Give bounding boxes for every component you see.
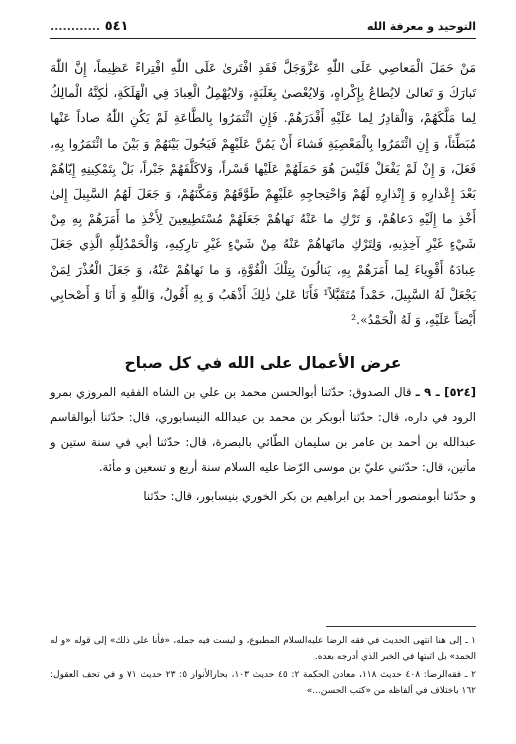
section-heading: عرض الأعمال على الله في كل صباح <box>124 354 402 373</box>
header-dots: ............ <box>50 19 101 33</box>
footnotes <box>50 626 476 701</box>
narration-paragraph-1 <box>50 380 476 480</box>
page-number-group <box>50 19 129 34</box>
hadith-number: [٥٢٤] ـ ٩ ـ <box>415 385 476 400</box>
footnote-1: ١ ـ إلى هنا انتهى الحديث في فقه الرضا عليه‌السلام المطبوع، و ليست فيه جمله، «فأنا على ذلك» إلى قوله «و له الحمد» بل اثبتها في الخبر الذي أدرجه بعده. <box>50 636 476 662</box>
running-title: التوحيد و معرفة الله <box>366 19 476 33</box>
narration-text-1: قال الصدوق: حدّثنا أبوالحسن محمد بن علي بن الشاه الفقيه المروزي بمرو الرود في داره، قال: حدّثنا أبوبكر بن محمد بن عبدالله النيسابوري، قال: حدّثنا أبوالقاسم عبدالله بن أحمد بن عامر بن سليمان الطّائي بالبصرة، قال: حدّثنا أبي في سنة ستين و مأتين، قال: حدّثني عليّ بن موسى الرّضا عليه السلام سنة أربع و تسعين و مأئة. <box>50 385 476 475</box>
footnote-2: ٢ ـ فقه‌الرضا: ٤٠٨ حديث ١١٨، معادن الحكمة ٢: ٤٥ حديث ١٠٣، بحارالأنوار ٥: ٢٣ حديث ٧١ و في تحف العقول: ١٦٢ باختلاف في ألفاظه من «كتب الحسن...» <box>50 670 477 696</box>
narration-paragraph-2: و حدّثنا أبومنصور أحمد بن ابراهيم بن بكر الخوري بنيسابور، قال: حدّثنا <box>143 489 476 504</box>
hadith-quote-text: مَنْ حَمَلَ الْمَعاصِي عَلَى اللّٰهِ عَزَّوَجَلَّ فَقَدِ افْتَرىٰ عَلَى اللّٰهِ افْتِراءً عَظِيماً، إِنَّ اللّٰهَ تَبارَكَ وَ تَعالىٰ لايُطاعُ بِإِكْراهٍ، وَلايُعْصىٰ بِغَلَبَةٍ، وَلايُهْمِلُ الْعِبادَ فِي الْهَلَكَةِ، لٰكِنَّهُ الْمالِكُ لِما مَلَّكَهُمْ، وَالْقادِرُ لِما عَلَيْهِ أَقْدَرَهُمْ. فَإِنِ ائْتَمَرُوا بِالطَّاعَةِ لَمْ يَكُنِ اللّٰهُ صاداً عَنْها مُبَطِّئاً، وَ إِنِ ائْتَمَرُوا بِالْمَعْصِيَةِ فَشاءَ أَنْ يَمُنَّ عَلَيْهِمْ فَيَحُولَ بَيْنَهُمْ وَ بَيْنَ ما ائْتَمَرُوا بِهِ، فَعَلَ، وَ إِنْ لَمْ يَفْعَلْ فَلَيْسَ هُوَ حَمَلَهُمْ عَلَيْها قَسْراً، وَلاكَلَّفَهُمْ جَبْراً، بَلْ بِتَمْكِينِهِ إِيّاهُمْ بَعْدَ إِعْذارِهِ وَ إِنْذارِهِ لَهُمْ وَاحْتِجاجِهِ عَلَيْهِمْ طَوَّقَهُمْ وَمَكَّنَهُمْ، وَ جَعَلَ لَهُمُ السَّبِيلَ إِلىٰ أَخْذِ ما إِلَيْهِ دَعاهُمْ، وَ تَرْكِ ما عَنْهُ نَهاهُمْ جَعَلَهُمْ مُسْتَطِيعِينَ لِأَخْذِ ما أَمَرَهُمْ بِهِ مِنْ شَيْءٍ غَيْرِ آخِذِيهِ، وَلِتَرْكِ مانَهاهُمْ عَنْهُ مِنْ شَيْءٍ غَيْرِ تارِكِيهِ، وَالْحَمْدُلِلّٰهِ الَّذِي جَعَلَ عِبادَهُ أَقْوِياءَ لِما أَمَرَهُمْ بِهِ، يَنالُونَ بِتِلْكَ الْقُوَّةِ، وَ ما نَهاهُمْ عَنْهُ، وَ جَعَلَ الْعُذْرَ لِمَنْ يَجْعَلْ لَهُ السَّبِيلَ، حَمْداً مُتَقَبَّلاً¹ فَأَنَا عَلىٰ ذٰلِكَ أَذْهَبُ وَ بِهِ أَقُولُ، وَاللّٰهِ وَ أَنَا وَ أَصْحابِي أَيْضاً عَلَيْهِ، وَ لَهُ الْحَمْدُ».² <box>50 60 476 328</box>
page-number: ٥٤١ <box>104 18 129 34</box>
footnote-divider <box>326 626 476 627</box>
running-header <box>50 14 476 39</box>
narration-block <box>50 380 476 509</box>
